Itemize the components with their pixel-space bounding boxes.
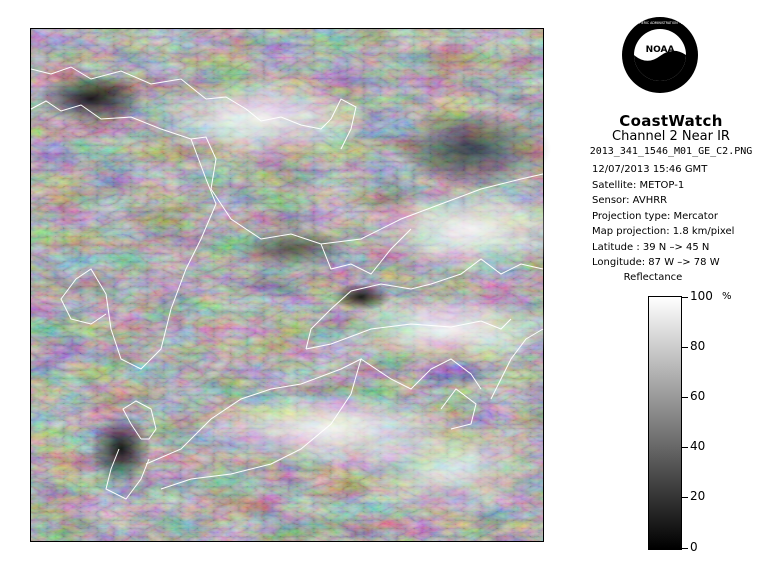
noaa-logo	[585, 16, 735, 94]
longitude-label: Longitude: 87 W –> 78 W	[592, 257, 720, 268]
colorbar-tick-label: 0	[690, 540, 698, 554]
brand-title: CoastWatch	[619, 112, 723, 130]
colorbar-tick	[682, 347, 688, 348]
colorbar-tick	[682, 447, 688, 448]
latitude-label: Latitude : 39 N –> 45 N	[592, 242, 710, 253]
colorbar	[648, 296, 682, 550]
satellite-image	[30, 28, 544, 542]
colorbar-tick	[682, 497, 688, 498]
satellite-label: Satellite: METOP-1	[592, 180, 685, 191]
colorbar-title: Reflectance	[623, 272, 683, 283]
filename-label: 2013_341_1546_M01_GE_C2.PNG	[589, 146, 753, 157]
map-projection-label: Map projection: 1.8 km/pixel	[592, 226, 735, 237]
colorbar-tick-label: 60	[690, 389, 706, 403]
colorbar-unit: %	[722, 291, 732, 302]
satellite-map-svg	[31, 29, 543, 541]
colorbar-tick	[682, 548, 688, 549]
datetime-label: 12/07/2013 15:46 GMT	[592, 164, 708, 175]
logo-ring-text: NATIONAL OCEANIC AND ATMOSPHERIC ADMINISTRATION · U.S. DEPARTMENT OF COMMERCE	[585, 21, 735, 25]
colorbar-tick-label: 20	[690, 489, 706, 503]
sensor-label: Sensor: AVHRR	[592, 195, 668, 206]
colorbar-tick-label: 100	[690, 289, 713, 303]
colorbar-tick-label: 40	[690, 439, 706, 453]
colorbar-tick	[682, 297, 688, 298]
channel-label: Channel 2 Near IR	[612, 129, 730, 144]
projection-type-label: Projection type: Mercator	[592, 211, 718, 222]
colorbar-tick-label: 80	[690, 339, 706, 353]
logo-text: NOAA	[645, 45, 675, 55]
colorbar-tick	[682, 397, 688, 398]
